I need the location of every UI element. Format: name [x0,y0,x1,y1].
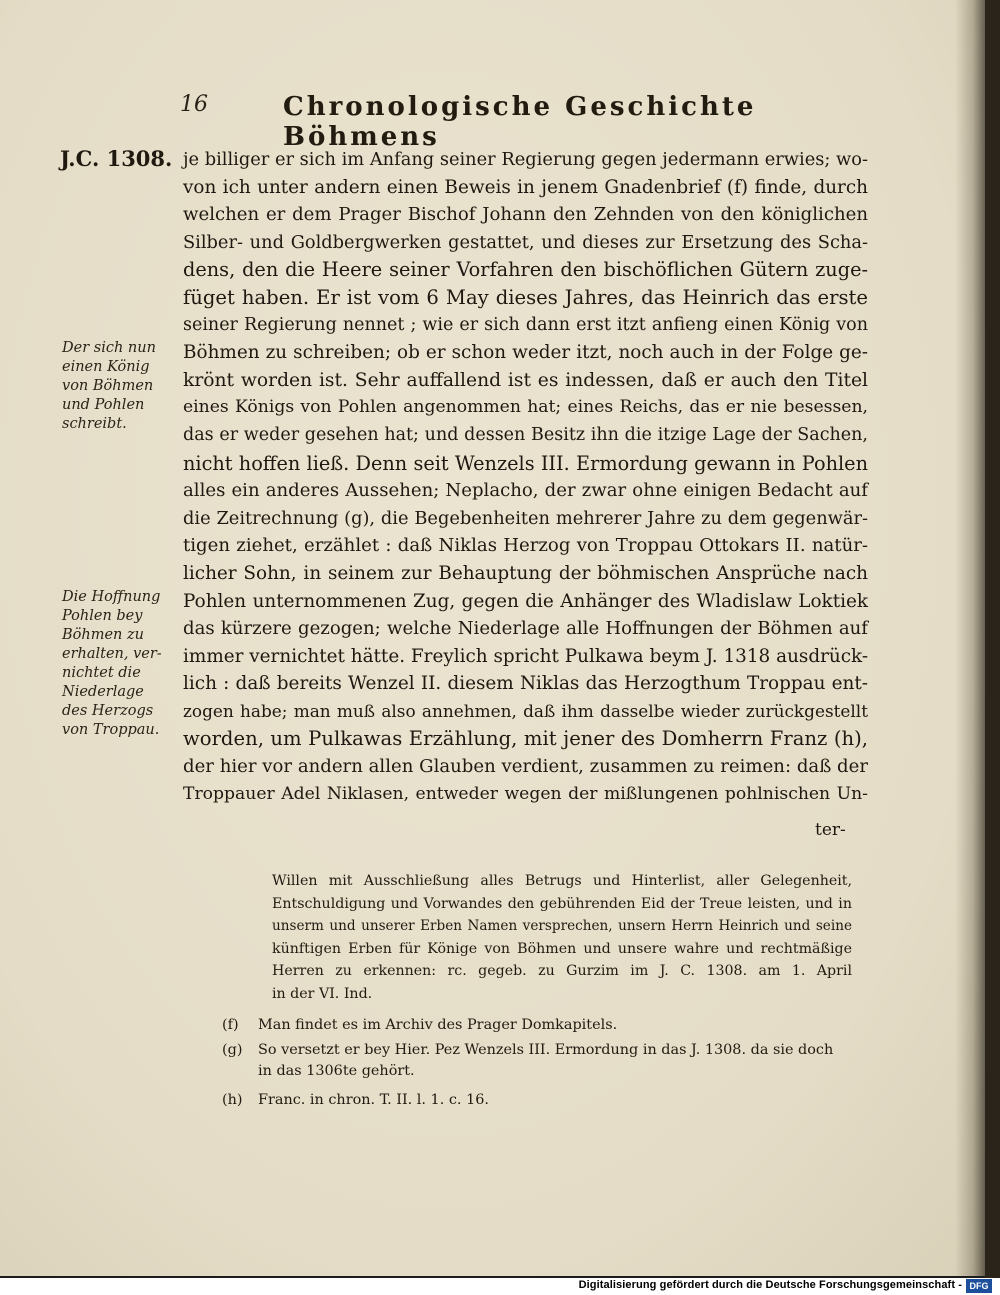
margin-year: J.C. 1308. [60,146,173,171]
sidenote-line: des Herzogs [62,703,154,719]
footnote-line: Willen mit Ausschließung alles Betrugs und Hinterlist, aller Gelegenheit, [272,873,852,889]
footnote-mark: (h) [222,1092,243,1108]
sidenote-line: Pohlen bey [62,608,143,624]
text-line: Troppauer Adel Niklasen, entweder wegen der mißlungenen pohlnischen Un- [183,783,868,804]
text-line: Pohlen unternommenen Zug, gegen die Anhänger des Wladislaw Loktiek [183,590,868,612]
text-line: zogen habe; man muß also annehmen, daß ihm dasselbe wieder zurückgestellt [183,700,868,721]
text-line: je billiger er sich im Anfang seiner Regierung gegen jedermann erwies; wo- [183,149,868,170]
text-line: das er weder gesehen hat; und dessen Besitz ihn die itzige Lage der Sachen, [183,424,868,445]
running-head [180,92,780,152]
sidenote-line: und Pohlen [62,397,145,413]
text-line: das kürzere gezogen; welche Niederlage alle Hoffnungen der Böhmen auf [183,618,868,640]
sidenote-line: Die Hoffnung [62,589,161,605]
text-line: die Zeitrechnung (g), die Begebenheiten mehrerer Jahre zu dem gegenwär- [183,507,868,529]
sidenote-line: von Troppau. [62,722,160,738]
sidenote-line: Böhmen zu [62,627,144,643]
text-line: lich : daß bereits Wenzel II. diesem Niklas das Herzogthum Troppau ent- [183,673,868,695]
text-line: von ich unter andern einen Beweis in jenem Gnadenbrief (f) finde, durch [183,176,868,198]
text-line: licher Sohn, in seinem zur Behauptung der böhmischen Ansprüche nach [183,562,868,584]
sidenote-line: schreibt. [62,416,127,432]
running-title: Chronologische Geschichte Böhmens [283,92,757,152]
footnotes [222,1015,862,1115]
footnote-line: Entschuldigung und Vorwandes den gebührenden Eid der Treue leisten, und in [272,895,852,912]
text-line: krönt worden ist. Sehr auffallend ist es indessen, daß er auch den Titel [183,369,868,391]
sidenote-line: einen König [62,359,150,375]
footnote-text: Man findet es im Archiv des Prager Domkapitels. [258,1017,618,1033]
footnote-mark: (g) [222,1042,243,1058]
text-line: dens, den die Heere seiner Vorfahren den bischöflichen Gütern zuge- [183,258,868,282]
footnote-line: in der VI. Ind. [272,985,373,1002]
text-line: der hier vor andern allen Glauben verdient, zusammen zu reimen: daß der [183,756,868,778]
footnote-g [222,1040,862,1082]
footnote-line: Herren zu erkennen: rc. gegeb. zu Gurzim im J. C. 1308. am 1. April [272,963,852,980]
footnote-line: künftigen Erben für Könige von Böhmen und unsere wahre und rechtmäßige [272,940,852,957]
footnote-text: in das 1306te gehört. [258,1063,415,1079]
text-line: tigen ziehet, erzählet : daß Niklas Herzog von Troppau Ottokars II. natür- [183,535,868,557]
book-edge [985,0,1000,1278]
footnote-f [222,1015,862,1036]
text-line: immer vernichtet hätte. Freylich spricht Pulkawa beym J. 1318 ausdrück- [183,645,869,667]
main-text [183,146,868,808]
text-line: welchen er dem Prager Bischof Johann den Zehnden von den königlichen [183,204,868,226]
footnote-h [222,1090,862,1111]
text-line: Silber- und Goldbergwerken gestattet, und dieses zur Ersetzung des Scha- [183,231,868,253]
text-line: seiner Regierung nennet ; wie er sich dann erst itzt anfieng einen König von [183,314,868,335]
page-shadow [955,0,985,1276]
funding-notice: Digitalisierung gefördert durch die Deutsche Forschungsgemeinschaft - [578,1279,962,1291]
text-line: Böhmen zu schreiben; ob er schon weder itzt, noch auch in der Folge ge- [183,342,868,364]
sidenote-line: von Böhmen [62,378,154,394]
sidenote-line: nichtet die [62,665,141,681]
sidenote [62,339,174,434]
sidenote-line: Der sich nun [62,340,156,356]
page-number: 16 [180,92,208,117]
footnote-continuation [272,870,852,1006]
footnote-text: So versetzt er bey Hier. Pez Wenzels III. Ermordung in das J. 1308. da sie doch [258,1042,834,1058]
footnote-text: Franc. in chron. T. II. l. 1. c. 16. [258,1092,489,1108]
text-line: nicht hoffen ließ. Denn seit Wenzels III. Ermordung gewann in Pohlen [183,451,868,475]
text-line: eines Königs von Pohlen angenommen hat; eines Reichs, das er nie besessen, [183,397,868,418]
footnote-mark: (f) [222,1017,239,1033]
dfg-logo: DFG [966,1279,992,1293]
sidenote-line: Niederlage [62,684,144,700]
sidenote-line: erhalten, ver- [62,646,162,662]
sidenote [62,588,174,740]
text-line: füget haben. Er ist vom 6 May dieses Jahres, das Heinrich das erste [183,285,868,309]
footnote-line: unserm und unserer Erben Namen versprechen, unsern Herrn Heinrich und seine [272,918,852,935]
text-line: worden, um Pulkawas Erzählung, mit jener des Domherrn Franz (h), [183,727,868,751]
catchword: ter- [815,820,846,840]
text-line: alles ein anderes Aussehen; Neplacho, der zwar ohne einigen Bedacht auf [183,480,868,502]
